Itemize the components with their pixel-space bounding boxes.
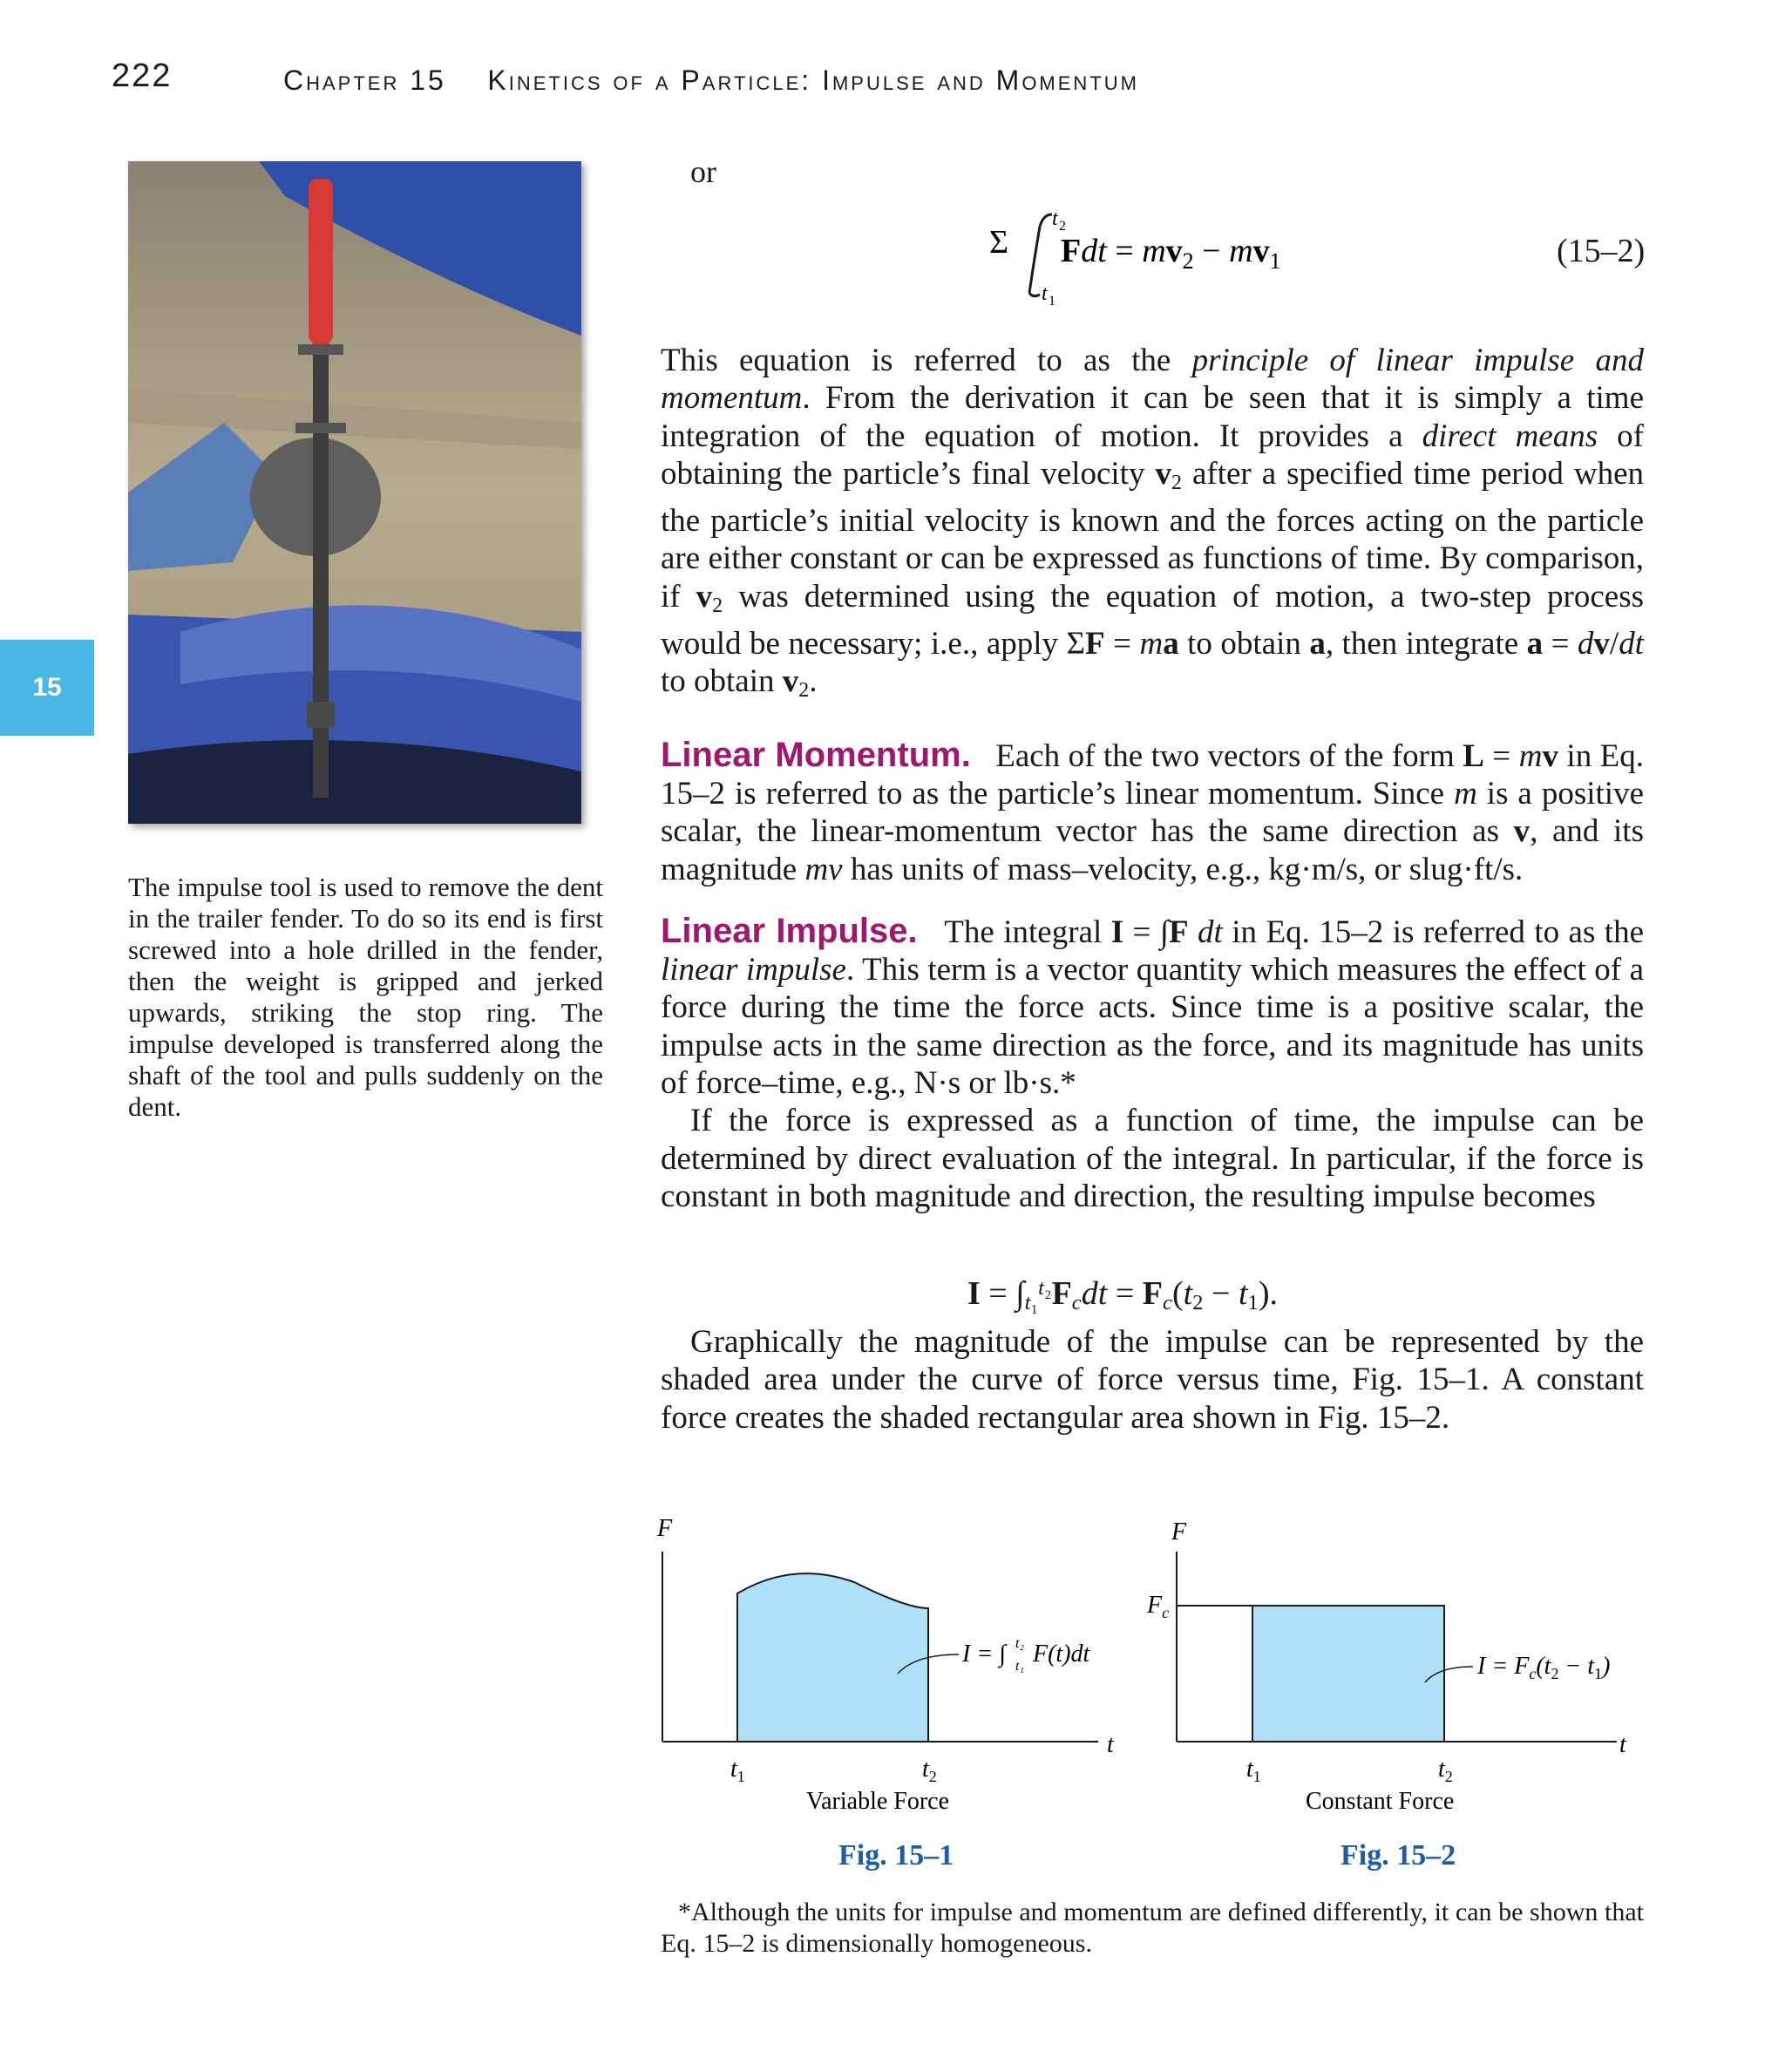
- equation-15-2: [989, 209, 1320, 305]
- fig2-t2-label: $t_2$: [1438, 1756, 1453, 1785]
- heading-linear-impulse: Linear Impulse.: [661, 911, 918, 950]
- equation-constant-impulse: $I = \int_{t_1}^{t_2}F_cdt = F_c(t_2 - t_1)$.: [967, 1275, 1279, 1315]
- photo-caption: The impulse tool is used to remove the dent in the trailer fender. To do so its end is first screwed into a hole drilled in the fender, then the weight is gripped and jerked upwards, striking the stop ring. The impulse developed is transferred along the shaft of the tool and pulls suddenly on the dent.: [128, 872, 603, 1122]
- graph-text-block: [661, 1323, 1644, 1437]
- figures: [645, 1499, 1656, 1892]
- paragraph-principle: This equation is referred to as the principle of linear impulse and momentum. From the derivation it can be seen that it is simply a time integration of the equation of motion. It provides a direct means of obtaining the particle’s final velocity $v_2$ after a specified time period when the particle’s initial velocity is known and the forces acting on the particle are either constant or can be expressed as functions of time. By comparison, if $v_2$ was determined using the equation of motion, a two-step process would be necessary; i.e., apply ΣF = ma to obtain a, then integrate a = dv/dt to obtain $v_2$.: [661, 343, 1644, 703]
- running-header: [283, 65, 1139, 97]
- page-number: 222: [112, 58, 173, 94]
- heading-linear-momentum: Linear Momentum.: [661, 735, 971, 774]
- fig2-x-axis-label: t: [1619, 1731, 1626, 1758]
- paragraph-constant-force: If the force is expressed as a function of time, the impulse can be determined by direct evaluation of the integral. In particular, if the force is constant in both magnitude and direction, the resulting impulse becomes: [661, 1103, 1644, 1214]
- footnote: *Although the units for impulse and momentum are defined differently, it can be shown that Eq. 15–2 is dimensionally homogeneous.: [661, 1898, 1644, 1958]
- fig-15-2-label: Fig. 15–2: [1340, 1839, 1456, 1872]
- fig2-caption: Constant Force: [1306, 1788, 1455, 1815]
- paragraph-graphical: Graphically the magnitude of the impulse can be represented by the shaded area under the curve of force versus time, Fig. 15–1. A constant force creates the shaded rectangular area shown in Fig. 15–2.: [661, 1324, 1644, 1436]
- chapter-label: Chapter 15: [283, 65, 446, 96]
- svg-text:2: 2: [1059, 219, 1066, 234]
- paragraph-linear-momentum: Linear Momentum. Each of the two vectors of the form L = mv in Eq. 15–2 is referred to as the particle’s linear momentum. Since m is a positive scalar, the linear-momentum vector has the same direction as v, and its magnitude mv has units of mass–velocity, e.g., kg·m/s, or slug·ft/s.: [661, 735, 1645, 887]
- fig2-fc-label: $F_c$: [1147, 1592, 1170, 1621]
- fig2-t1-label: $t_1$: [1246, 1756, 1261, 1785]
- paragraph-linear-impulse: Linear Impulse. The integral I = ∫F dt in Eq. 15–2 is referred to as the linear impulse. This term is a vector quantity which measures the effect of a force during the time the force acts. Since time is a positive scalar, the impulse acts in the same direction as the force, and its magnitude has units of force–time, e.g., N·s or lb·s.*: [661, 911, 1645, 1102]
- svg-text:1: 1: [1049, 294, 1055, 305]
- svg-text:I = Fc(t2 − t1): $I = F_c(t_2 - t_1)$: [1477, 1653, 1611, 1682]
- fig1-t2-label: $t_2$: [922, 1756, 937, 1785]
- chapter-title: Kinetics of a Particle: Impulse and Momentum: [487, 65, 1139, 96]
- fig1-caption: Variable Force: [806, 1788, 950, 1815]
- fig1-y-axis-label: F: [657, 1515, 673, 1542]
- fig2-y-axis-label: F: [1171, 1518, 1187, 1546]
- svg-text:t: t: [1052, 209, 1058, 230]
- svg-text:t₂: t₂: [1015, 1636, 1025, 1651]
- figure-15-2-diagram: [1177, 1552, 1617, 1742]
- svg-text:I = ∫: I = ∫: [962, 1641, 1006, 1668]
- figure-15-1-diagram: [662, 1552, 1098, 1742]
- svg-text:t₁: t₁: [1015, 1659, 1025, 1674]
- impulse-tool-photo: [128, 161, 581, 824]
- fig-15-1-label: Fig. 15–1: [838, 1839, 954, 1872]
- main-text-block: [661, 342, 1644, 1215]
- or-text: or: [690, 154, 716, 189]
- svg-text:F(t)dt: F(t)dt: [1033, 1641, 1090, 1668]
- equation-number: (15–2): [1557, 233, 1646, 269]
- svg-text:Σ: Σ: [989, 224, 1009, 261]
- fig1-t1-label: $t_1$: [730, 1756, 745, 1785]
- svg-text:t: t: [1042, 282, 1048, 305]
- fig1-x-axis-label: t: [1107, 1731, 1114, 1758]
- svg-text:Fdt = mv2 − mv1: Fdt = $mv_2 - mv_1$: [1061, 233, 1281, 274]
- chapter-tab: 15: [0, 640, 94, 736]
